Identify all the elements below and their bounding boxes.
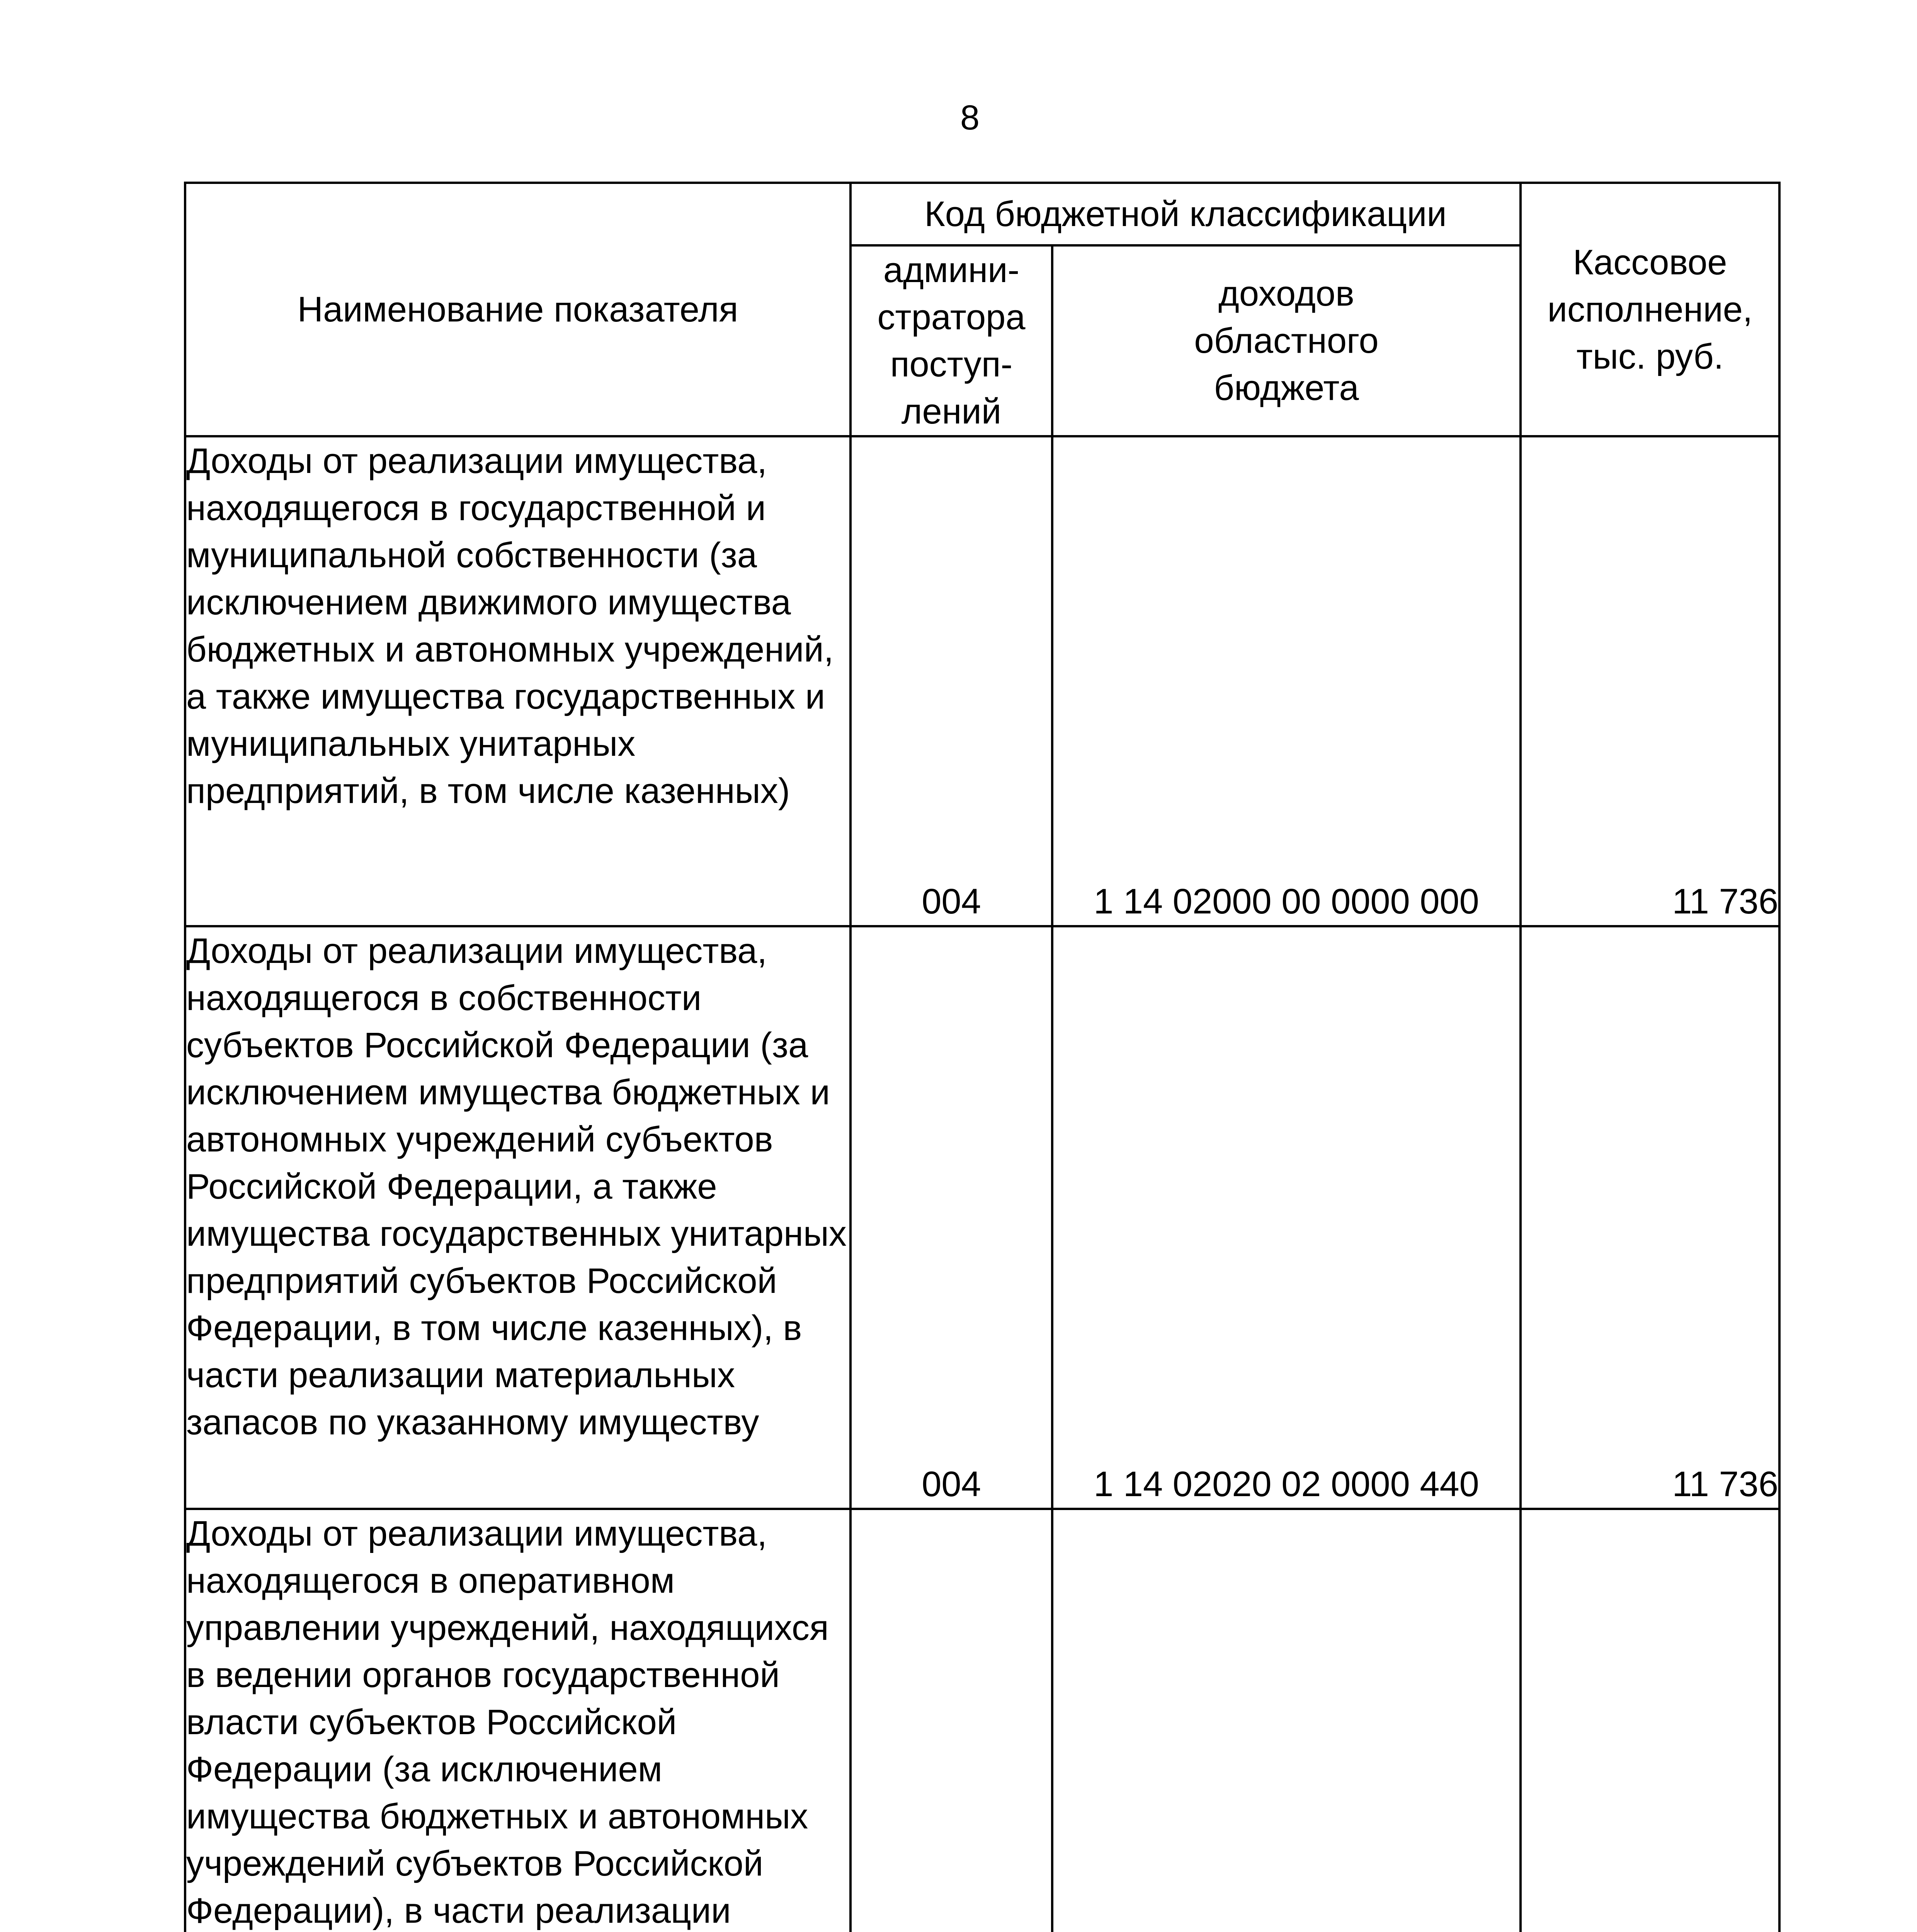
header-cash-execution: Кассовое исполнение, тыс. руб. [1521, 183, 1779, 436]
table-row [185, 1509, 1779, 1932]
row-admin-code: 004 [850, 436, 1052, 926]
table-row [185, 926, 1779, 1509]
row-indicator-name: Доходы от реализации имущества, находящегося в оперативном управлении учреждений, находящихся в ведении органов государственной власти субъектов Российской Федерации (за исключением имущества бюджетных и автономных учреждений субъектов Российской Федерации), в части реализации [185, 1509, 850, 1932]
budget-income-table [184, 182, 1781, 1932]
row-budget-code: 1 14 02000 00 0000 000 [1052, 436, 1521, 926]
header-revenue-administrator: админи- стратора поступ- лений [850, 245, 1052, 436]
row-indicator-name: Доходы от реализации имущества, находящегося в государственной и муниципальной собственности (за исключением движимого имущества бюджетных и автономных учреждений, а также имущества государственных и муниципальных унитарных предприятий, в том числе казенных) [185, 436, 850, 926]
page-number: 8 [960, 99, 980, 137]
header-indicator-name: Наименование показателя [185, 183, 850, 436]
header-budget-classification-code: Код бюджетной классификации [850, 183, 1521, 245]
header-regional-budget-revenue: доходов областного бюджета [1052, 245, 1521, 436]
row-cash-execution: 11 736 [1521, 926, 1779, 1509]
row-admin-code [850, 1509, 1052, 1932]
row-indicator-name: Доходы от реализации имущества, находящегося в собственности субъектов Российской Федерации (за исключением имущества бюджетных и автономных учреждений субъектов Российской Федерации, а также имущества государственных унитарных предприятий субъектов Российской Федерации, в том числе казенных), в части реализации материальных запасов по указанному имуществу [185, 926, 850, 1509]
row-cash-execution: 11 736 [1521, 436, 1779, 926]
row-admin-code: 004 [850, 926, 1052, 1509]
row-budget-code [1052, 1509, 1521, 1932]
table-row [185, 436, 1779, 926]
row-budget-code: 1 14 02020 02 0000 440 [1052, 926, 1521, 1509]
row-cash-execution [1521, 1509, 1779, 1932]
